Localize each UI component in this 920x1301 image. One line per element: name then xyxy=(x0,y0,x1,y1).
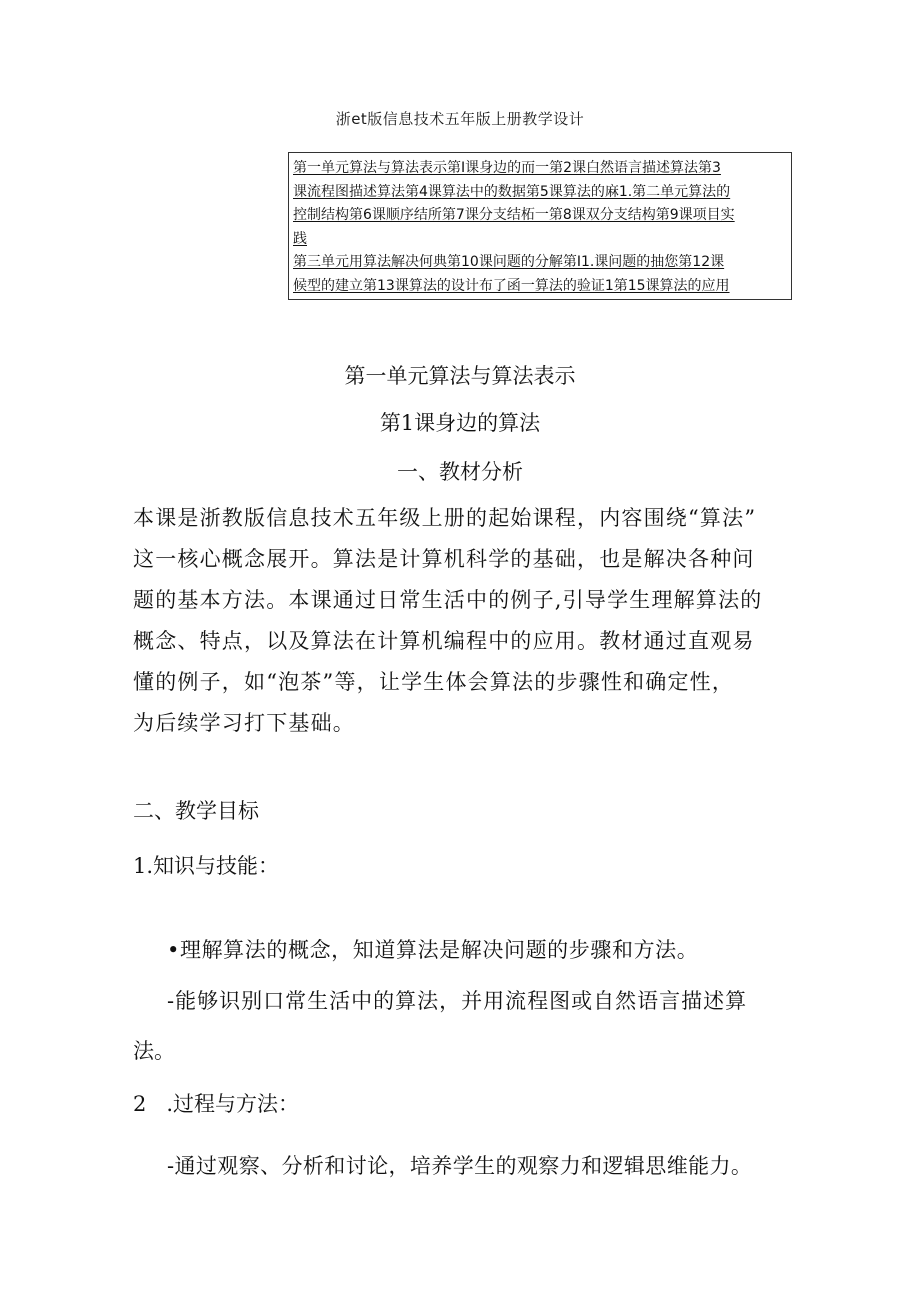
unit-title: 第一单元算法与算法表示 xyxy=(344,364,576,388)
toc-line: 第三单元用算法解决何典第10课问题的分解第I1.课问题的抽您第12课 xyxy=(293,254,725,270)
lesson-title: 第1课身边的算法 xyxy=(379,411,541,435)
subheading-process-methods: 2 .过程与方法： xyxy=(133,1092,300,1116)
goal-bullet: •理解算法的概念，知道算法是解决问题的步骤和方法。 xyxy=(167,938,699,962)
toc-line: 课流程图描述算法第4课算法中的数据第5课算法的麻1.第二单元算法的 xyxy=(293,183,731,200)
paragraph-line: 为后续学习打下基础。 xyxy=(133,711,355,735)
paragraph-line: 懂的例子，如“泡茶”等，让学生体会算法的步骤性和确定性， xyxy=(133,670,735,694)
paragraph-line: 这一核心概念展开。算法是计算机科学的基础，也是解决各种问 xyxy=(133,547,755,571)
goal-bullet-continuation: 法。 xyxy=(133,1039,175,1063)
paragraph-line: 本课是浙教版信息技术五年级上册的起始课程，内容围绕“算法” xyxy=(133,506,757,530)
table-of-contents xyxy=(288,152,792,300)
toc-line: 践 xyxy=(293,230,307,247)
textbook-analysis-paragraph xyxy=(133,498,793,744)
toc-line: 控制结构第6课顺序结所第7课分支结柘一第8课双分支结构第9课项目实 xyxy=(293,207,735,223)
goal-bullet: -通过观察、分析和讨论，培养学生的观察力和逻辑思维能力。 xyxy=(167,1154,753,1178)
goal-bullet: -能够识别口常生活中的算法，并用流程图或自然语言描述算 xyxy=(167,989,748,1013)
paragraph-line: 概念、特点，以及算法在计算机编程中的应用。教材通过直观易 xyxy=(133,629,755,653)
document-title: 浙et版信息技术五年版上册教学设计 xyxy=(335,110,585,128)
toc-line: 第一单元算法与算法表示第I课身边的而一第2课白然语言描述算法第3 xyxy=(293,160,721,176)
subheading-knowledge-skills: 1.知识与技能： xyxy=(133,854,280,878)
section-heading-textbook-analysis: 一、教材分析 xyxy=(397,460,523,484)
section-heading-teaching-goals: 二、教学目标 xyxy=(133,799,259,823)
paragraph-line: 题的基本方法。本课通过日常生活中的例子,引导学生理解算法的 xyxy=(133,588,763,612)
toc-line: 候型的建立第13课算法的设计布了函一算法的验证1第15课算法的应用 xyxy=(293,277,730,294)
